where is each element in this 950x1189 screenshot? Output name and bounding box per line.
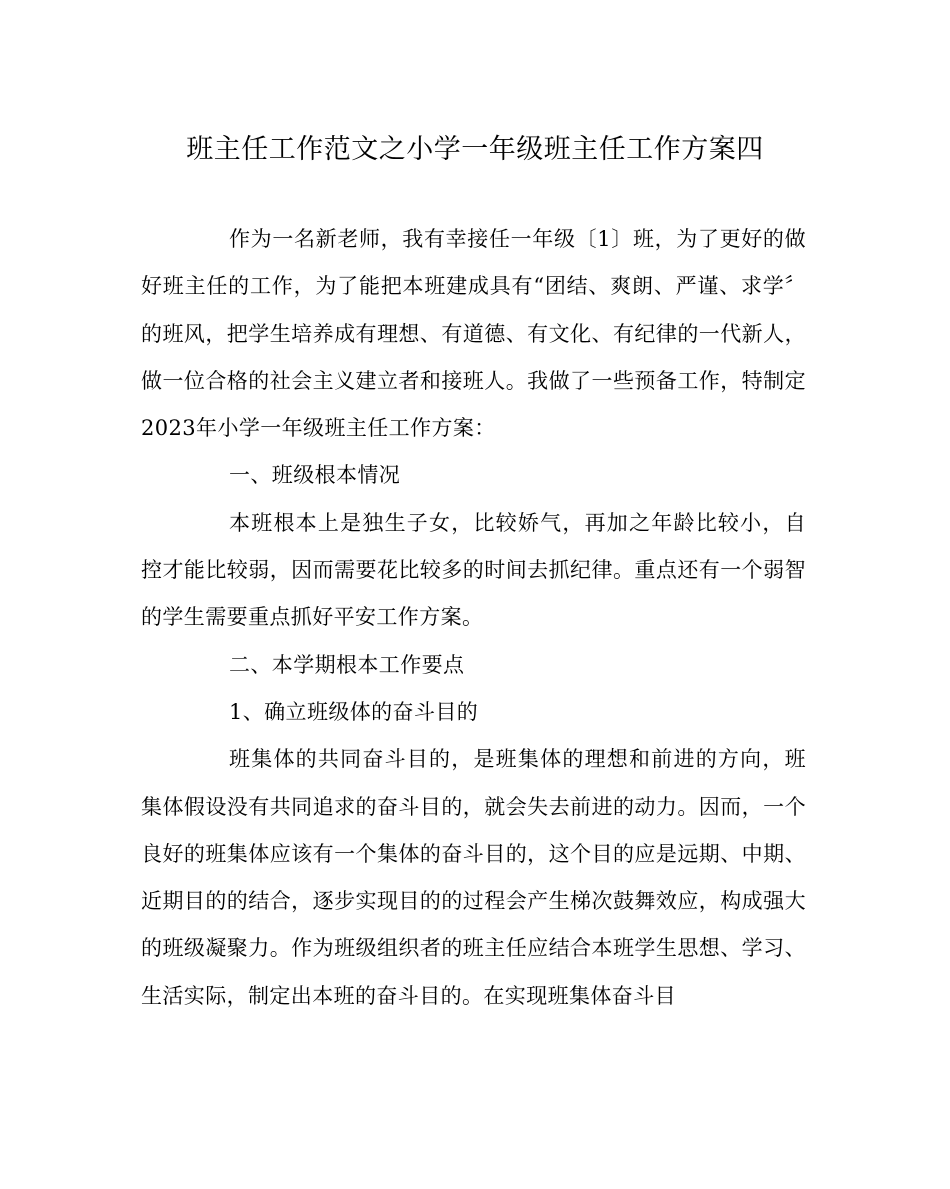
paragraph-goal: 班集体的共同奋斗目的，是班集体的理想和前进的方向，班集体假设没有共同追求的奋斗目的，就会失去前进的动力。因而，一个良好的班集体应该有一个集体的奋斗目的，这个目的应是远期、中期、近期目的的结合，逐步实现目的的过程会产生梯次鼓舞效应，构成强大的班级凝聚力。作为班级组织者的班主任应结合本班学生思想、学习、生活实际，制定出本班的奋斗目的。在实现班集体奋斗目 [141,747,806,1008]
heading-class-situation: 一、班级根本情况 [229,463,401,488]
document-title: 班主任工作范文之小学一年级班主任工作方案四 [186,134,764,165]
paragraph-intro: 作为一名新老师，我有幸接任一年级〔1〕班，为了更好的做好班主任的工作，为了能把本班建成具有“团结、爽朗、严谨、求学〞的班风，把学生培养成有理想、有道德、有文化、有纪律的一代新人，做一位合格的社会主义建立者和接班人。我做了一些预备工作，特制定2023年小学一年级班主任工作方案： [141,227,806,441]
paragraph-class-situation: 本班根本上是独生子女，比较娇气，再加之年龄比较小，自控才能比较弱，因而需要花比较多的时间去抓纪律。重点还有一个弱智的学生需要重点抓好平安工作方案。 [141,510,806,630]
document-body [141,216,806,1020]
heading-work-points: 二、本学期根本工作要点 [229,652,465,677]
subheading-goal: 1、确立班级体的奋斗目的 [229,699,479,724]
